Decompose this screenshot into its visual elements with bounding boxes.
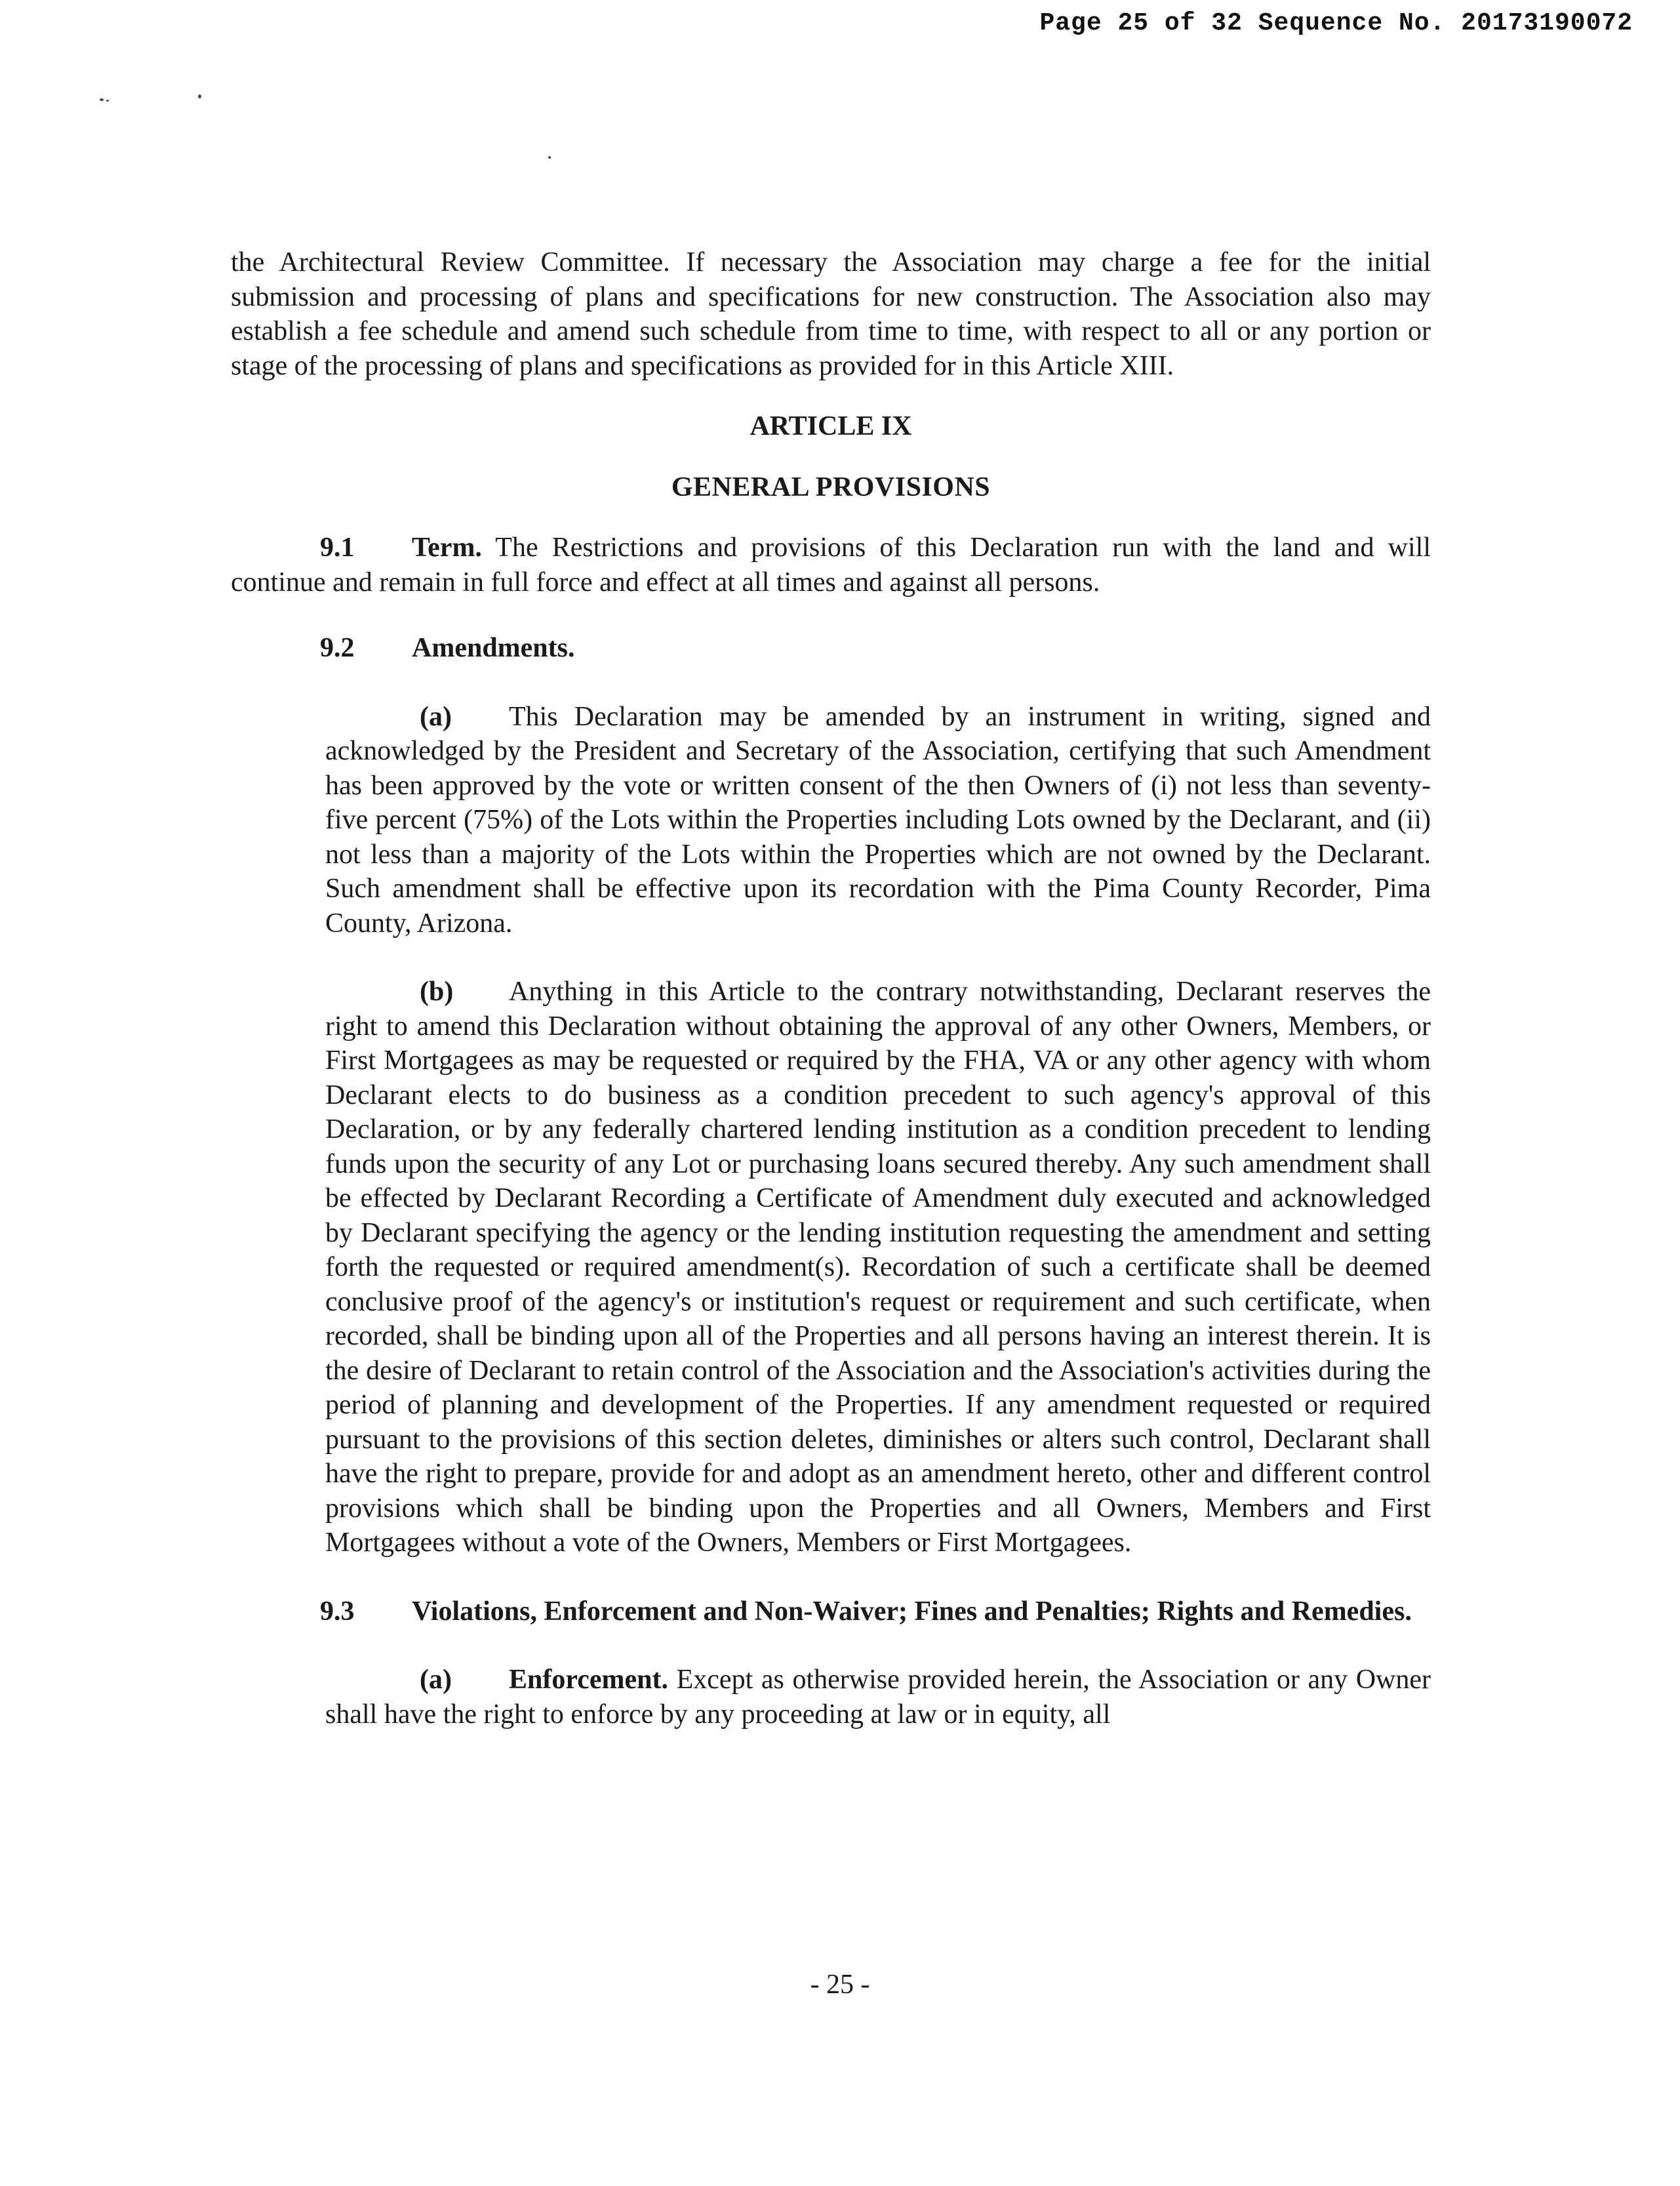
subsection-9-2-a — [325, 700, 1431, 941]
section-text: The Restrictions and provisions of this Declaration run with the land and will continue and remain in full force and effect at all times and against all persons. — [231, 533, 1431, 597]
intro-paragraph: the Architectural Review Committee. If necessary the Association may charge a fee for the initial submission and processing of plans and specifications for new construction. The Association also may establish a fee schedule and amend such schedule from time to time, with respect to all or any portion or stage of the processing of plans and specifications as provided for in this Article XIII. — [231, 247, 1431, 381]
subsection-label: (a) — [420, 701, 452, 732]
document-body — [231, 245, 1431, 1731]
subsection-9-3-a — [325, 1663, 1431, 1731]
scan-speck — [548, 156, 551, 159]
section-9-1 — [231, 531, 1431, 599]
section-number: 9.3 — [320, 1596, 355, 1627]
subsection-label: (b) — [420, 977, 454, 1007]
scan-speck — [100, 98, 104, 101]
subsection-text: Except as otherwise provided herein, the Association or any Owner shall have the right to enforce by any proceeding at law or in equity, all — [325, 1665, 1431, 1730]
subsection-9-2-b — [325, 975, 1431, 1560]
page-number: - 25 - — [810, 1970, 870, 2000]
page-sequence-stamp: Page 25 of 32 Sequence No. 20173190072 — [1039, 9, 1633, 37]
section-title: Term. — [412, 533, 482, 563]
scan-speck — [198, 94, 201, 98]
section-title: Violations, Enforcement and Non-Waiver; Fines and Penalties; Rights and Remedies. — [412, 1596, 1412, 1627]
subsection-label: (a) — [420, 1665, 452, 1695]
section-number: 9.1 — [320, 533, 355, 563]
subsection-text: Anything in this Article to the contrary notwithstanding, Declarant reserves the right to amend this Declaration without obtaining the approval of any other Owners, Members, or First Mortgagees as may be requested or required by the FHA, VA or any other agency with whom Declarant elects to do business as a condition precedent to such agency's approval of this Declaration, or by any federally chartered lending institution as a condition precedent to lending funds upon the security of any Lot or purchasing loans secured thereby. Any such amendment shall be effected by Declarant Recording a Certificate of Amendment duly executed and acknowledged by Declarant specifying the agency or the lending institution requesting the amendment and setting forth the requested or required amendment(s). Recordation of such a certificate shall be deemed conclusive proof of the agency's or institution's request or requirement and such certificate, when recorded, shall be binding upon all of the Properties and all persons having an interest therein. It is the desire of Declarant to retain control of the Association and the Association's activities during the period of planning and development of the Properties. If any amendment requested or required pursuant to the provisions of this section deletes, diminishes or alters such control, Declarant shall have the right to prepare, provide for and adopt as an amendment hereto, other and different control provisions which shall be binding upon the Properties and all Owners, Members and First Mortgagees without a vote of the Owners, Members or First Mortgagees. — [325, 977, 1431, 1558]
subsection-title: Enforcement. — [509, 1665, 668, 1695]
article-heading: ARTICLE IX — [750, 411, 912, 441]
scan-speck — [106, 100, 109, 102]
article-title: GENERAL PROVISIONS — [671, 472, 991, 502]
section-9-3 — [231, 1594, 1431, 1629]
subsection-text: This Declaration may be amended by an instrument in writing, signed and acknowledged by the President and Secretary of the Association, certifying that such Amendment has been approved by the vote or written consent of the then Owners of (i) not less than seventy-five percent (75%) of the Lots within the Properties including Lots owned by the Declarant, and (ii) not less than a majority of the Lots within the Properties which are not owned by the Declarant. Such amendment shall be effective upon its recordation with the Pima County Recorder, Pima County, Arizona. — [325, 701, 1431, 939]
section-9-2 — [231, 631, 1431, 666]
section-number: 9.2 — [320, 633, 355, 663]
section-title: Amendments. — [412, 633, 575, 663]
